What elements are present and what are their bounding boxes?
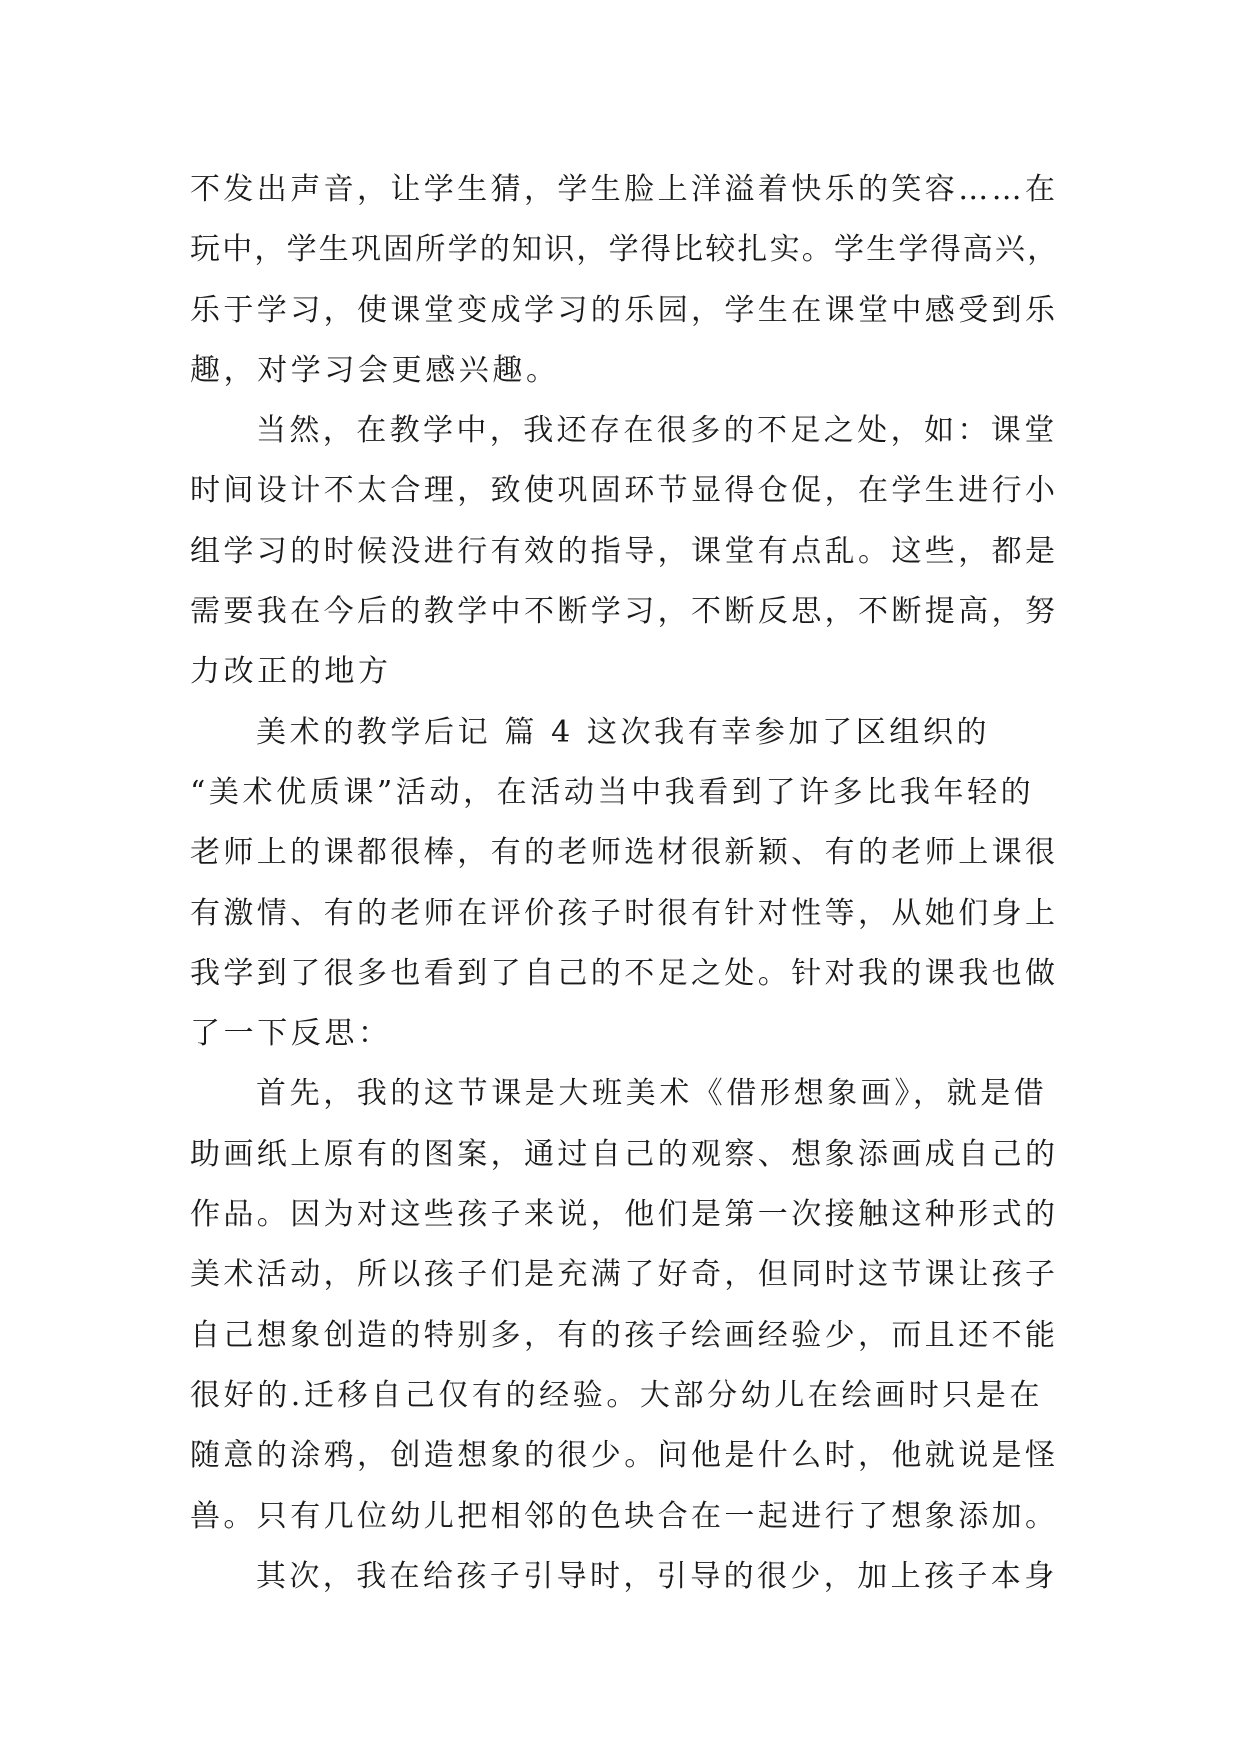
- text-line: 有激情、有的老师在评价孩子时很有针对性等，从她们身上: [190, 895, 1059, 931]
- text-line: 美术的教学后记 篇 4 这次我有幸参加了区组织的: [256, 714, 991, 750]
- text-line: 时间设计不太合理，致使巩固环节显得仓促，在学生进行小: [190, 473, 1059, 509]
- text-line: 玩中，学生巩固所学的知识，学得比较扎实。学生学得高兴，: [190, 232, 1060, 268]
- text-line: 老师上的课都很棒，有的老师选材很新颖、有的老师上课很: [190, 835, 1059, 871]
- text-line: 很好的.迁移自己仅有的经验。大部分幼儿在绘画时只是在: [190, 1377, 1044, 1413]
- body-text: [190, 160, 1060, 1607]
- text-line: 首先，我的这节课是大班美术《借形想象画》，就是借: [256, 1076, 1048, 1112]
- text-line: 美术活动，所以孩子们是充满了好奇，但同时这节课让孩子: [190, 1257, 1059, 1293]
- text-line: “美术优质课”活动，在活动当中我看到了许多比我年轻的: [190, 774, 1035, 810]
- text-line: 力改正的地方: [190, 654, 392, 690]
- text-line: 需要我在今后的教学中不断学习，不断反思，不断提高，努: [190, 594, 1059, 630]
- text-line: 助画纸上原有的图案，通过自己的观察、想象添画成自己的: [190, 1136, 1059, 1172]
- text-line: 随意的涂鸦，创造想象的很少。问他是什么时，他就说是怪: [190, 1438, 1059, 1474]
- text-line: 其次，我在给孩子引导时，引导的很少，加上孩子本身: [256, 1558, 1058, 1594]
- text-line: 不发出声音，让学生猜，学生脸上洋溢着快乐的笑容……在: [190, 172, 1059, 207]
- text-line: 乐于学习，使课堂变成学习的乐园，学生在课堂中感受到乐: [190, 292, 1059, 328]
- text-line: 兽。只有几位幼儿把相邻的色块合在一起进行了想象添加。: [190, 1498, 1059, 1534]
- text-line: 趣，对学习会更感兴趣。: [190, 352, 560, 388]
- text-line: 当然，在教学中，我还存在很多的不足之处，如：课堂: [256, 413, 1058, 449]
- text-line: 了一下反思：: [190, 1016, 392, 1052]
- text-line: 我学到了很多也看到了自己的不足之处。针对我的课我也做: [190, 955, 1059, 991]
- text-line: 自己想象创造的特别多，有的孩子绘画经验少，而且还不能: [190, 1317, 1059, 1353]
- text-line: 组学习的时候没进行有效的指导，课堂有点乱。这些，都是: [190, 533, 1059, 569]
- text-line: 作品。因为对这些孩子来说，他们是第一次接触这种形式的: [190, 1197, 1059, 1233]
